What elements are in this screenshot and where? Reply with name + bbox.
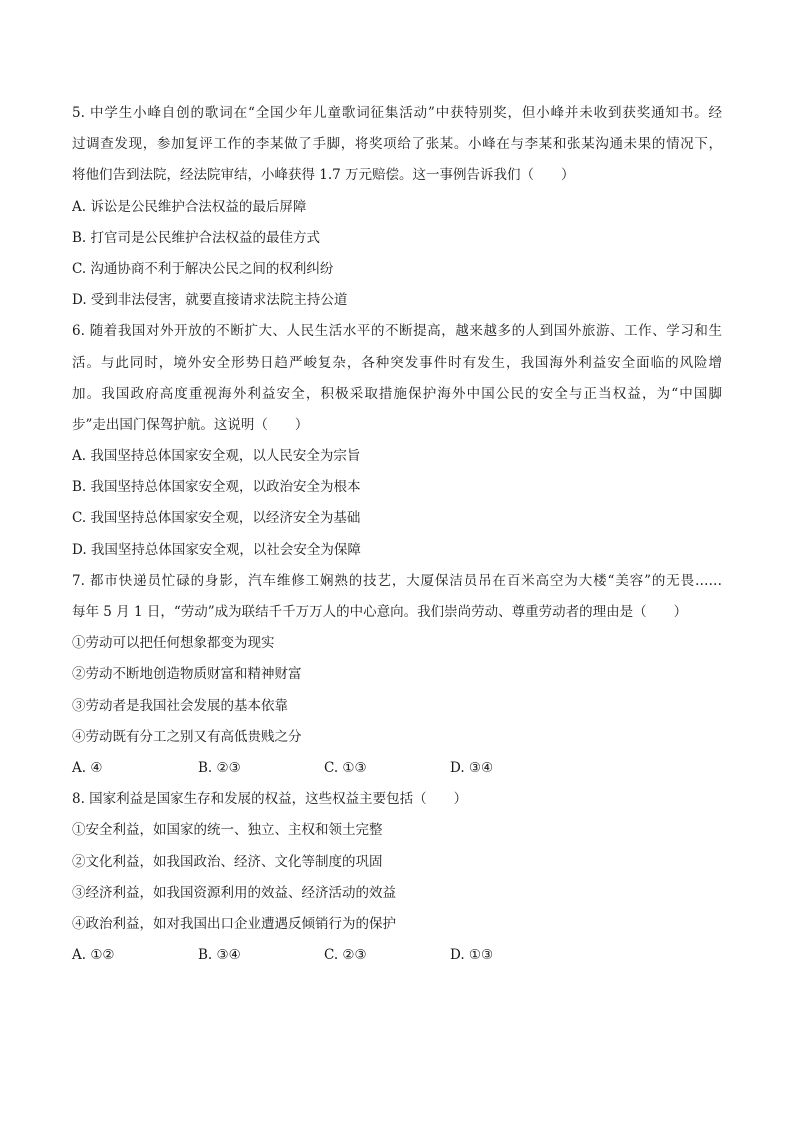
question-stem-line: 将他们告到法院，经法院审结，小峰获得 1.7 万元赔偿。这一事例告诉我们（ ） — [72, 167, 575, 184]
question-6 — [72, 316, 722, 566]
statement-1: ①劳动可以把任何想象都变为现实 — [72, 635, 275, 652]
choice-d: D. ①③ — [450, 947, 494, 964]
question-stem-line: 6. 随着我国对外开放的不断扩大、人民生活水平的不断提高，越来越多的人到国外旅游、工作、学习和生 — [72, 323, 722, 340]
option-d: D. 我国坚持总体国家安全观，以社会安全为保障 — [72, 541, 361, 558]
question-stem-line: 7. 都市快递员忙碌的身影，汽车维修工娴熟的技艺，大厦保洁员吊在百米高空为大楼“美容”的无畏…… — [72, 572, 722, 589]
option-c: C. 沟通协商不利于解决公民之间的权利纠纷 — [72, 260, 334, 277]
option-b: B. 打官司是公民维护合法权益的最佳方式 — [72, 229, 321, 246]
question-stem-line: 步”走出国门保驾护航。这说明（ ） — [72, 416, 309, 433]
option-d: D. 受到非法侵害，就要直接请求法院主持公道 — [72, 292, 348, 309]
question-8 — [72, 784, 722, 971]
question-stem-line: 8. 国家利益是国家生存和发展的权益，这些权益主要包括（ ） — [72, 791, 468, 808]
question-stem-line: 每年 5 月 1 日，“劳动”成为联结千千万万人的中心意向。我们崇尚劳动、尊重劳动者的理由是（ ） — [72, 604, 688, 620]
question-stem-line: 活。与此同时，境外安全形势日趋严峻复杂，各种突发事件时有发生，我国海外利益安全面临的风险增 — [72, 354, 722, 371]
statement-2: ②劳动不断地创造物质财富和精神财富 — [72, 666, 302, 683]
option-b: B. 我国坚持总体国家安全观，以政治安全为根本 — [72, 479, 361, 496]
question-stem-line: 过调查发现，参加复评工作的李某做了手脚，将奖项给了张某。小峰在与李某和张某沟通未果的情况下， — [72, 136, 722, 153]
question-5 — [72, 98, 722, 316]
statement-3: ③经济利益，如我国资源利用的效益、经济活动的效益 — [72, 884, 396, 901]
choice-c: C. ①③ — [324, 759, 367, 776]
option-a: A. 诉讼是公民维护合法权益的最后屏障 — [72, 198, 307, 215]
question-stem-line: 加。我国政府高度重视海外利益安全，积极采取措施保护海外中国公民的安全与正当权益，为“中国脚 — [72, 385, 722, 402]
choice-a: A. ①② — [72, 947, 115, 964]
statement-1: ①安全利益，如国家的统一、独立、主权和领土完整 — [72, 822, 383, 839]
question-stem-line: 5. 中学生小峰自创的歌词在“全国少年儿童歌词征集活动”中获特别奖，但小峰并未收到获奖通知书。经 — [72, 105, 722, 121]
choice-c: C. ②③ — [324, 947, 367, 964]
question-7 — [72, 566, 722, 784]
choice-b: B. ②③ — [198, 759, 241, 776]
statement-4: ④政治利益，如对我国出口企业遭遇反倾销行为的保护 — [72, 915, 396, 932]
choice-b: B. ③④ — [198, 947, 241, 964]
statement-3: ③劳动者是我国社会发展的基本依靠 — [72, 697, 288, 714]
choice-row — [72, 940, 722, 971]
choice-a: A. ④ — [72, 759, 103, 776]
statement-4: ④劳动既有分工之别又有高低贵贱之分 — [72, 728, 302, 745]
choice-row — [72, 753, 722, 784]
option-c: C. 我国坚持总体国家安全观，以经济安全为基础 — [72, 510, 361, 527]
choice-d: D. ③④ — [450, 759, 494, 776]
option-a: A. 我国坚持总体国家安全观，以人民安全为宗旨 — [72, 448, 361, 465]
document-page — [72, 98, 722, 971]
statement-2: ②文化利益，如我国政治、经济、文化等制度的巩固 — [72, 853, 383, 870]
